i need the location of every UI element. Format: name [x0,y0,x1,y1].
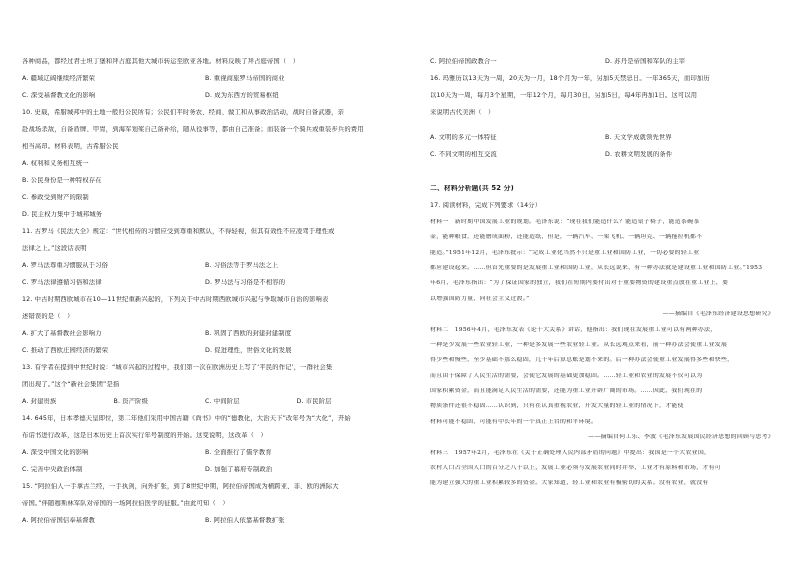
option-b: B. 阿拉伯人依靠基督教扩张 [205,516,285,524]
question-10-stem-line-3: 相当高昂。材料表明，古希腊公民 [22,142,119,150]
option-a: A. 权利和义务相互统一 [22,159,89,167]
right-column [430,58,780,496]
material-line: 国家积累资金，而且能满足人民生活的需要，还能为重工业开辟广阔的市场。……因此，我们现在的 [430,388,703,394]
option-d: D. 苏丹是帝国和军队的主宰 [605,58,686,65]
material-source: ——摘编自《毛泽东经济建设思想研究》 [662,311,774,318]
question-9-options-row-1 [22,75,388,83]
question-13-stem-line-1: 13. 有学者在提到中世纪时说：“城市兴起的过程中，我们第一次在欧洲历史上写了‘平民的作记’，一群社会集 [22,363,333,371]
question-16-stem-line-1: 16. 玛雅历以13天为一周，20天为一月，18个月为一年，另加5天禁忌日。一年365天，而印加历 [430,74,710,82]
option-a: A. 深受中国文化的影响 [22,448,89,456]
question-10-stem-line-1: 10. 史载，希腊城邦中的土地一般归公民所有；公民们平时务农、经商、做工和从事政治活动，战时自备武器，亲 [22,108,345,116]
option-d: D. 成为东西方的贸易枢纽 [205,91,279,99]
option-b: B. 资产阶级 [113,397,149,405]
question-13-options [22,398,388,406]
question-16-options-row-1 [430,134,780,142]
option-d: D. 罗马法与习俗是不相容的 [205,278,286,286]
question-11-options-row-2 [22,279,388,287]
left-column [22,58,388,534]
question-12-stem-line-2: 述错误的是（ ） [22,312,74,320]
option-d: D. 加强了幕府专制政治 [205,465,273,473]
option-d: D. 促进理性，世俗文化的发展 [205,346,292,354]
material-line: 年6月，毛泽东指出：“为了保证国家的独立，我们在短期内要付出对于重要物资的建设重点放在重工业上，要 [430,280,729,287]
option-a: A. 罗马法尊重习惯服从于习俗 [22,261,109,269]
option-c: C. 中间阶层 [205,397,240,405]
question-12-stem-line-1: 12. 中古时期西欧城市在10—11世纪重新兴起的，下列关于中古时期西欧城市兴起与争取城市自治的影响表 [22,295,329,303]
question-11-options-row-1 [22,262,388,270]
material-line: 材料一 新时期中国发展工业的规划。毛泽东说：“现在我们能造什么？能造桌子椅子，能造茶碗茶 [430,218,700,225]
option-a: A. 扩大了基督教社会影响力 [22,329,102,337]
question-16-stem-line-2: 以10天为一周，每月3个星期，一年12个月，每月30日，另加5日，每4年再加1日。这可以用 [430,91,698,99]
question-9-options-row-2 [22,92,388,100]
question-15-options-row-1 [22,517,388,525]
option-a: A. 阿拉伯帝国信奉基督教 [22,516,96,524]
question-16-options-row-2 [430,151,780,159]
option-c: C. 阿拉伯帝国政教合一 [430,58,497,65]
question-12-options-row-1 [22,330,388,338]
option-d: D. 市民阶层 [296,397,332,405]
question-16-stem-line-3: 来说明古代美洲（ ） [430,108,495,116]
question-11-stem-line-2: 法律之上。”这段话表明 [22,244,87,252]
material-line: 而且由于保障了人民生活的需要，会使它发展的基础更加稳固。……轻工业和农业的发展不仅可以为 [430,372,703,379]
question-14-stem-line-1: 14. 645年，日本孝德天皇即位，第二年他们采用中国古籍《尚书》中的“德教化，大治天下”改年号为“大化”，开始 [22,414,351,422]
material-line: 材料二 1956年4月，毛泽东发表《论十大关系》讲话，他指出：我们现在发展重工业可以有两种办法， [430,326,717,333]
option-b: B. 全面推行了儒学教育 [205,448,272,456]
option-c: C. 罗马法律遵循习俗和法律 [22,278,102,286]
question-9-stem: 各种商品，都经过君士坦丁堡和拜占庭其他大城市转运至欧亚各地。材料反映了拜占庭帝国（ ） [22,58,300,65]
option-b: B. 公民身份是一种特权存在 [22,176,102,184]
material-line: 以增强国防力量，向社会主义过渡。” [430,295,530,302]
material-source: ——摘编自何工乐、李波《毛泽东发展国民经济思想的回顾与思考》 [588,434,774,441]
option-c: C. 完善中央政治体制 [22,465,83,473]
material-line: 材料可能不稳固，可能有中长年的一个真正上台的和平环境。 [430,418,598,425]
option-d: D. 农耕文明发展的条件 [605,150,673,158]
question-14-options-row-1 [22,449,388,457]
material-line: 农村人口占全国人口的百分之八十以上，发展工业必须与发展农业同时并举，工业才有原料和市场，才有可 [430,464,721,471]
option-b: B. 天文学成就领先世界 [605,133,672,141]
question-17-stem: 17. 阅读材料，完成下列要求（14分） [430,201,542,209]
option-a: A. 封建贵族 [22,397,57,405]
question-11-stem-line-1: 11. 古罗马《民法大全》规定：“世代相传的习惯应受到尊重和默认，不得轻视，但其有效性不应凌驾于理性或 [22,227,335,235]
question-14-options-row-2 [22,466,388,474]
option-b: B. 巩固了西欧的封建封建制度 [205,329,292,337]
material-line: 都应建设起来。……但首先重要的是发展重工业和国防工业，从长远说来，有一种办法就是建设重工业和国防工业。”1953 [430,265,763,271]
option-c: C. 推动了西欧庄园经济的繁荣 [22,346,109,354]
option-c: C. 参政受到财产的限制 [22,193,89,201]
option-b: B. 习俗法等于罗马法之上 [205,261,279,269]
question-12-options-row-2 [22,347,388,355]
question-15-stem-line-2: 帝国。”伴随穆斯林军队对帝国的一场阿拉伯医学的征服。”由此可知（ ） [22,499,229,507]
option-a: A. 疆域辽阔继续经济繁荣 [22,74,96,82]
option-d: D. 民主权力集中于城邦城务 [22,210,103,218]
question-10-stem-line-2: 赴战场杀敌，自备盾牌、甲胄，到海军划桨自己备补给，随从役事等，都由自己准备；而装备一个骑兵或重装步兵的费用 [22,125,364,133]
option-a: A. 文明的多元一体特征 [430,133,497,141]
material-line: 能为建立强大的重工业积累较多的资金。大家知道，轻工业和农业有极密切的关系。没有农业，就没有 [430,480,709,487]
option-b: B. 重视商旅罗马帝国的商业 [205,74,285,82]
material-line: 一种是少发展一些农业轻工业，一种是多发展一些农业轻工业。从长远观点来看，前一种办法会使重工业发展 [430,341,728,348]
material-line: 物质条件还很不稳固……认识到，只有在认真重视农业，开发大量的轻工业的情况下，才能使 [430,403,684,410]
material-line: 能造。”1951年12月，毛泽东批示：“完成工业化当然不只是重工业和国防工业，一切必要的轻工业 [430,249,700,256]
question-14-stem-line-2: 布诏书进行改革，这是日本历史上首次实行年号制度的开始。这变说明，这改革（ ） [22,431,267,439]
option-c: C. 深受基督教文化的影响 [22,91,96,99]
question-15-stem-line-1: 15. “阿拉伯人一手拿古兰经，一手执剑，向外扩张，到了8世纪中期，阿拉伯帝国成为横跨亚、非、欧的洲际大 [22,482,339,490]
material-line: 得少些和慢些，至少基础不那么稳固，几十年后算总账是划不来的。后一种办法会使重工业发展得多些和快些， [430,357,734,364]
question-15-options-row-2 [430,58,780,66]
section-heading: 二、材料分析题(共 52 分) [430,184,514,192]
material-line: 壶，能种粮食，还能磨成面粉，还能造纸，但是，一辆汽车、一架飞机、一辆坦克、一辆拖拉机都不 [430,234,703,241]
option-c: C. 不同文明的相互交流 [430,150,497,158]
question-13-stem-line-2: 团出现了。”这个“新社会集团”是指 [22,380,120,388]
material-line: 材料三 1957年2月，毛泽东在《关于正确处理人民内部矛盾的问题》中提出：我国是一个大农业国， [430,449,711,456]
